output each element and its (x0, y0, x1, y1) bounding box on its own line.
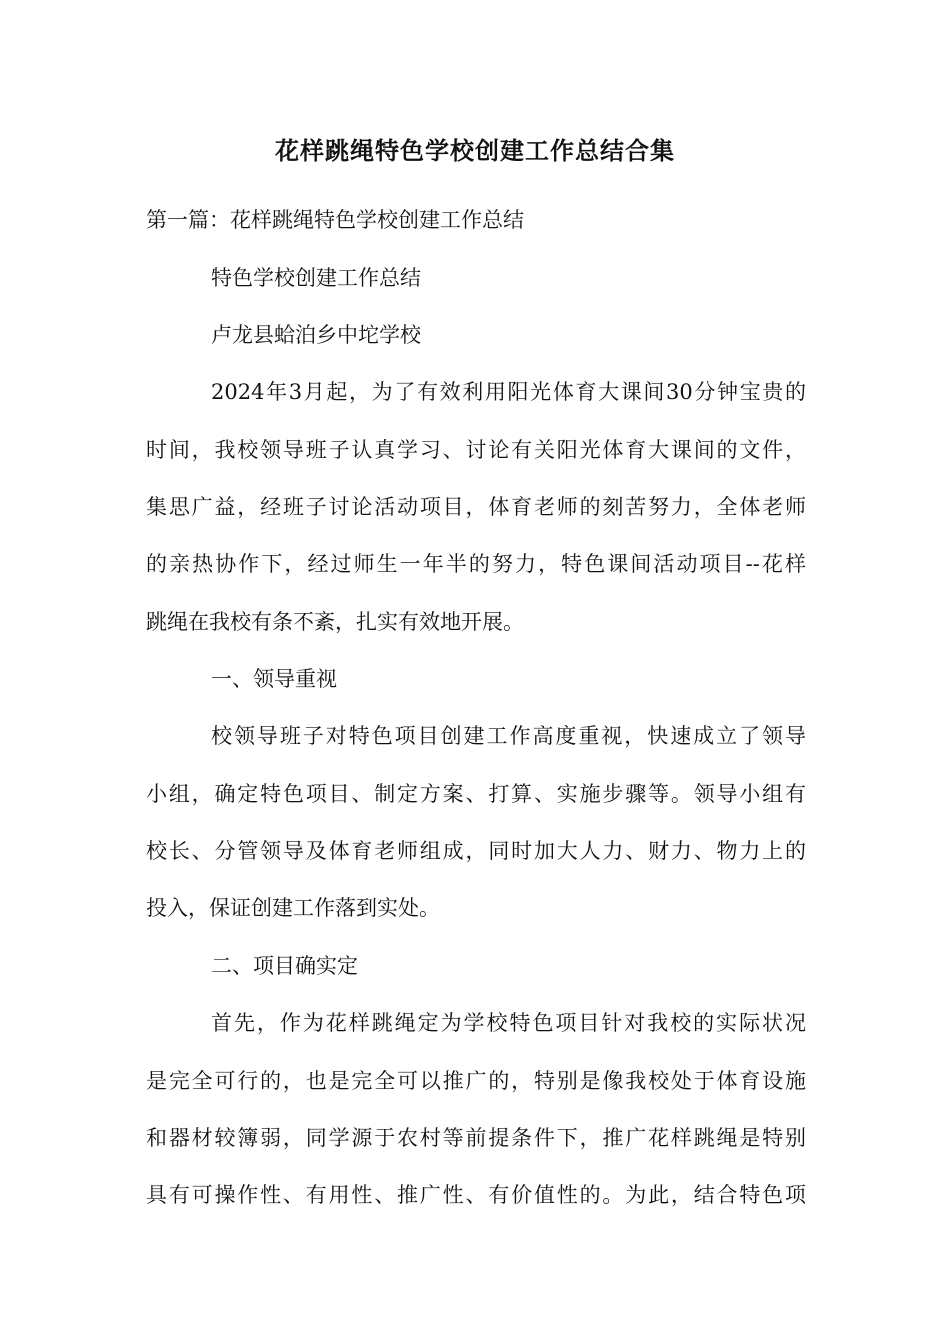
paragraph-line: 校长、分管领导及体育老师组成，同时加大人力、财力、物力上的 (146, 839, 806, 863)
document-title: 花样跳绳特色学校创建工作总结合集 (275, 136, 675, 165)
section-heading: 一、领导重视 (211, 667, 337, 691)
section-heading: 二、项目确实定 (211, 954, 358, 978)
school-name: 卢龙县蛤泊乡中坨学校 (211, 323, 421, 347)
paragraph-line: 集思广益，经班子讨论活动项目，体育老师的刻苦努力，全体老师 (146, 495, 806, 519)
paragraph-line: 跳绳在我校有条不紊，扎实有效地开展。 (146, 610, 524, 634)
paragraph-line: 的亲热协作下，经过师生一年半的努力，特色课间活动项目--花样 (146, 552, 806, 576)
paragraph-line: 时间，我校领导班子认真学习、讨论有关阳光体育大课间的文件， (146, 438, 806, 462)
paragraph-line: 小组，确定特色项目、制定方案、打算、实施步骤等。领导小组有 (146, 782, 806, 806)
chapter-heading: 第一篇：花样跳绳特色学校创建工作总结 (146, 208, 524, 232)
paragraph-line: 2024年3月起，为了有效利用阳光体育大课间30分钟宝贵的 (211, 380, 806, 404)
paragraph-line: 是完全可行的，也是完全可以推广的，特别是像我校处于体育设施 (146, 1069, 806, 1093)
sub-title: 特色学校创建工作总结 (211, 266, 421, 290)
paragraph-line: 具有可操作性、有用性、推广性、有价值性的。为此，结合特色项 (146, 1183, 806, 1207)
paragraph-line: 校领导班子对特色项目创建工作高度重视，快速成立了领导 (211, 724, 806, 748)
paragraph-line: 和器材较簿弱，同学源于农村等前提条件下，推广花样跳绳是特别 (146, 1126, 806, 1150)
paragraph-line: 投入，保证创建工作落到实处。 (146, 896, 440, 920)
paragraph-line: 首先，作为花样跳绳定为学校特色项目针对我校的实际状况 (211, 1011, 806, 1035)
